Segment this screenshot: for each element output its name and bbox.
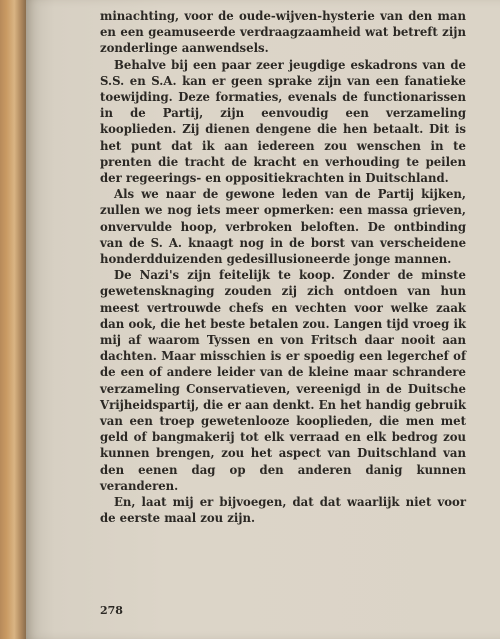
paragraph: En, laat mij er bijvoegen, dat dat waarlijk niet voor de eerste maal zou zijn.: [100, 495, 466, 526]
paragraph-continuation: minachting, voor de oude-wijven-hysterie van den man en een geamuseerde verdraagzaamheid wat betreft zijn zonderlinge aanwendsels.: [100, 9, 466, 56]
paragraph: De Nazi's zijn feitelijk te koop. Zonder de minste gewetensknaging zouden zij zich ontdoen van hun meest vertrouwde chefs en vechten voor welke zaak dan ook, die het beste betalen zou. Langen tijd vroeg ik mij af waarom Tyssen en von Fritsch daar nooit aan dachten. Maar misschien is er spoedig een legerchef of de een of andere leider van de kleine maar schrandere verzameling Conservatieven, vereenigd in de Duitsche Vrijheidspartij, die er aan denkt. En het handig gebruik van een troep gewetenlooze kooplieden, die men met geld of bangmakerij tot elk verraad en elk bedrog zou kunnen brengen, zou het aspect van Duitschland van den eenen dag op den anderen danig kunnen veranderen.: [100, 268, 466, 493]
body-text: [100, 8, 466, 527]
paragraph: Als we naar de gewone leden van de Partij kijken, zullen we nog iets meer opmerken: een massa grieven, onvervulde hoop, verbroken beloften. De ontbinding van de S. A. knaagt nog in de borst van verscheidene honderdduizenden gedesillusioneerde jonge mannen.: [100, 187, 466, 267]
book-gutter: [0, 0, 26, 639]
paragraph: Behalve bij een paar zeer jeugdige eskadrons van de S.S. en S.A. kan er geen sprake zijn van een fanatieke toewijding. Deze formaties, evenals de functionarissen in de Partij, zijn eenvoudig een verzameling kooplieden. Zij dienen dengene die hen betaalt. Dit is het punt dat ik aan iedereen zou wenschen in te prenten die tracht de kracht en verhouding te peilen der regeerings- en oppositiekrachten in Duitschland.: [100, 57, 466, 186]
book-page: [26, 0, 500, 639]
page-number: 278: [100, 604, 123, 617]
